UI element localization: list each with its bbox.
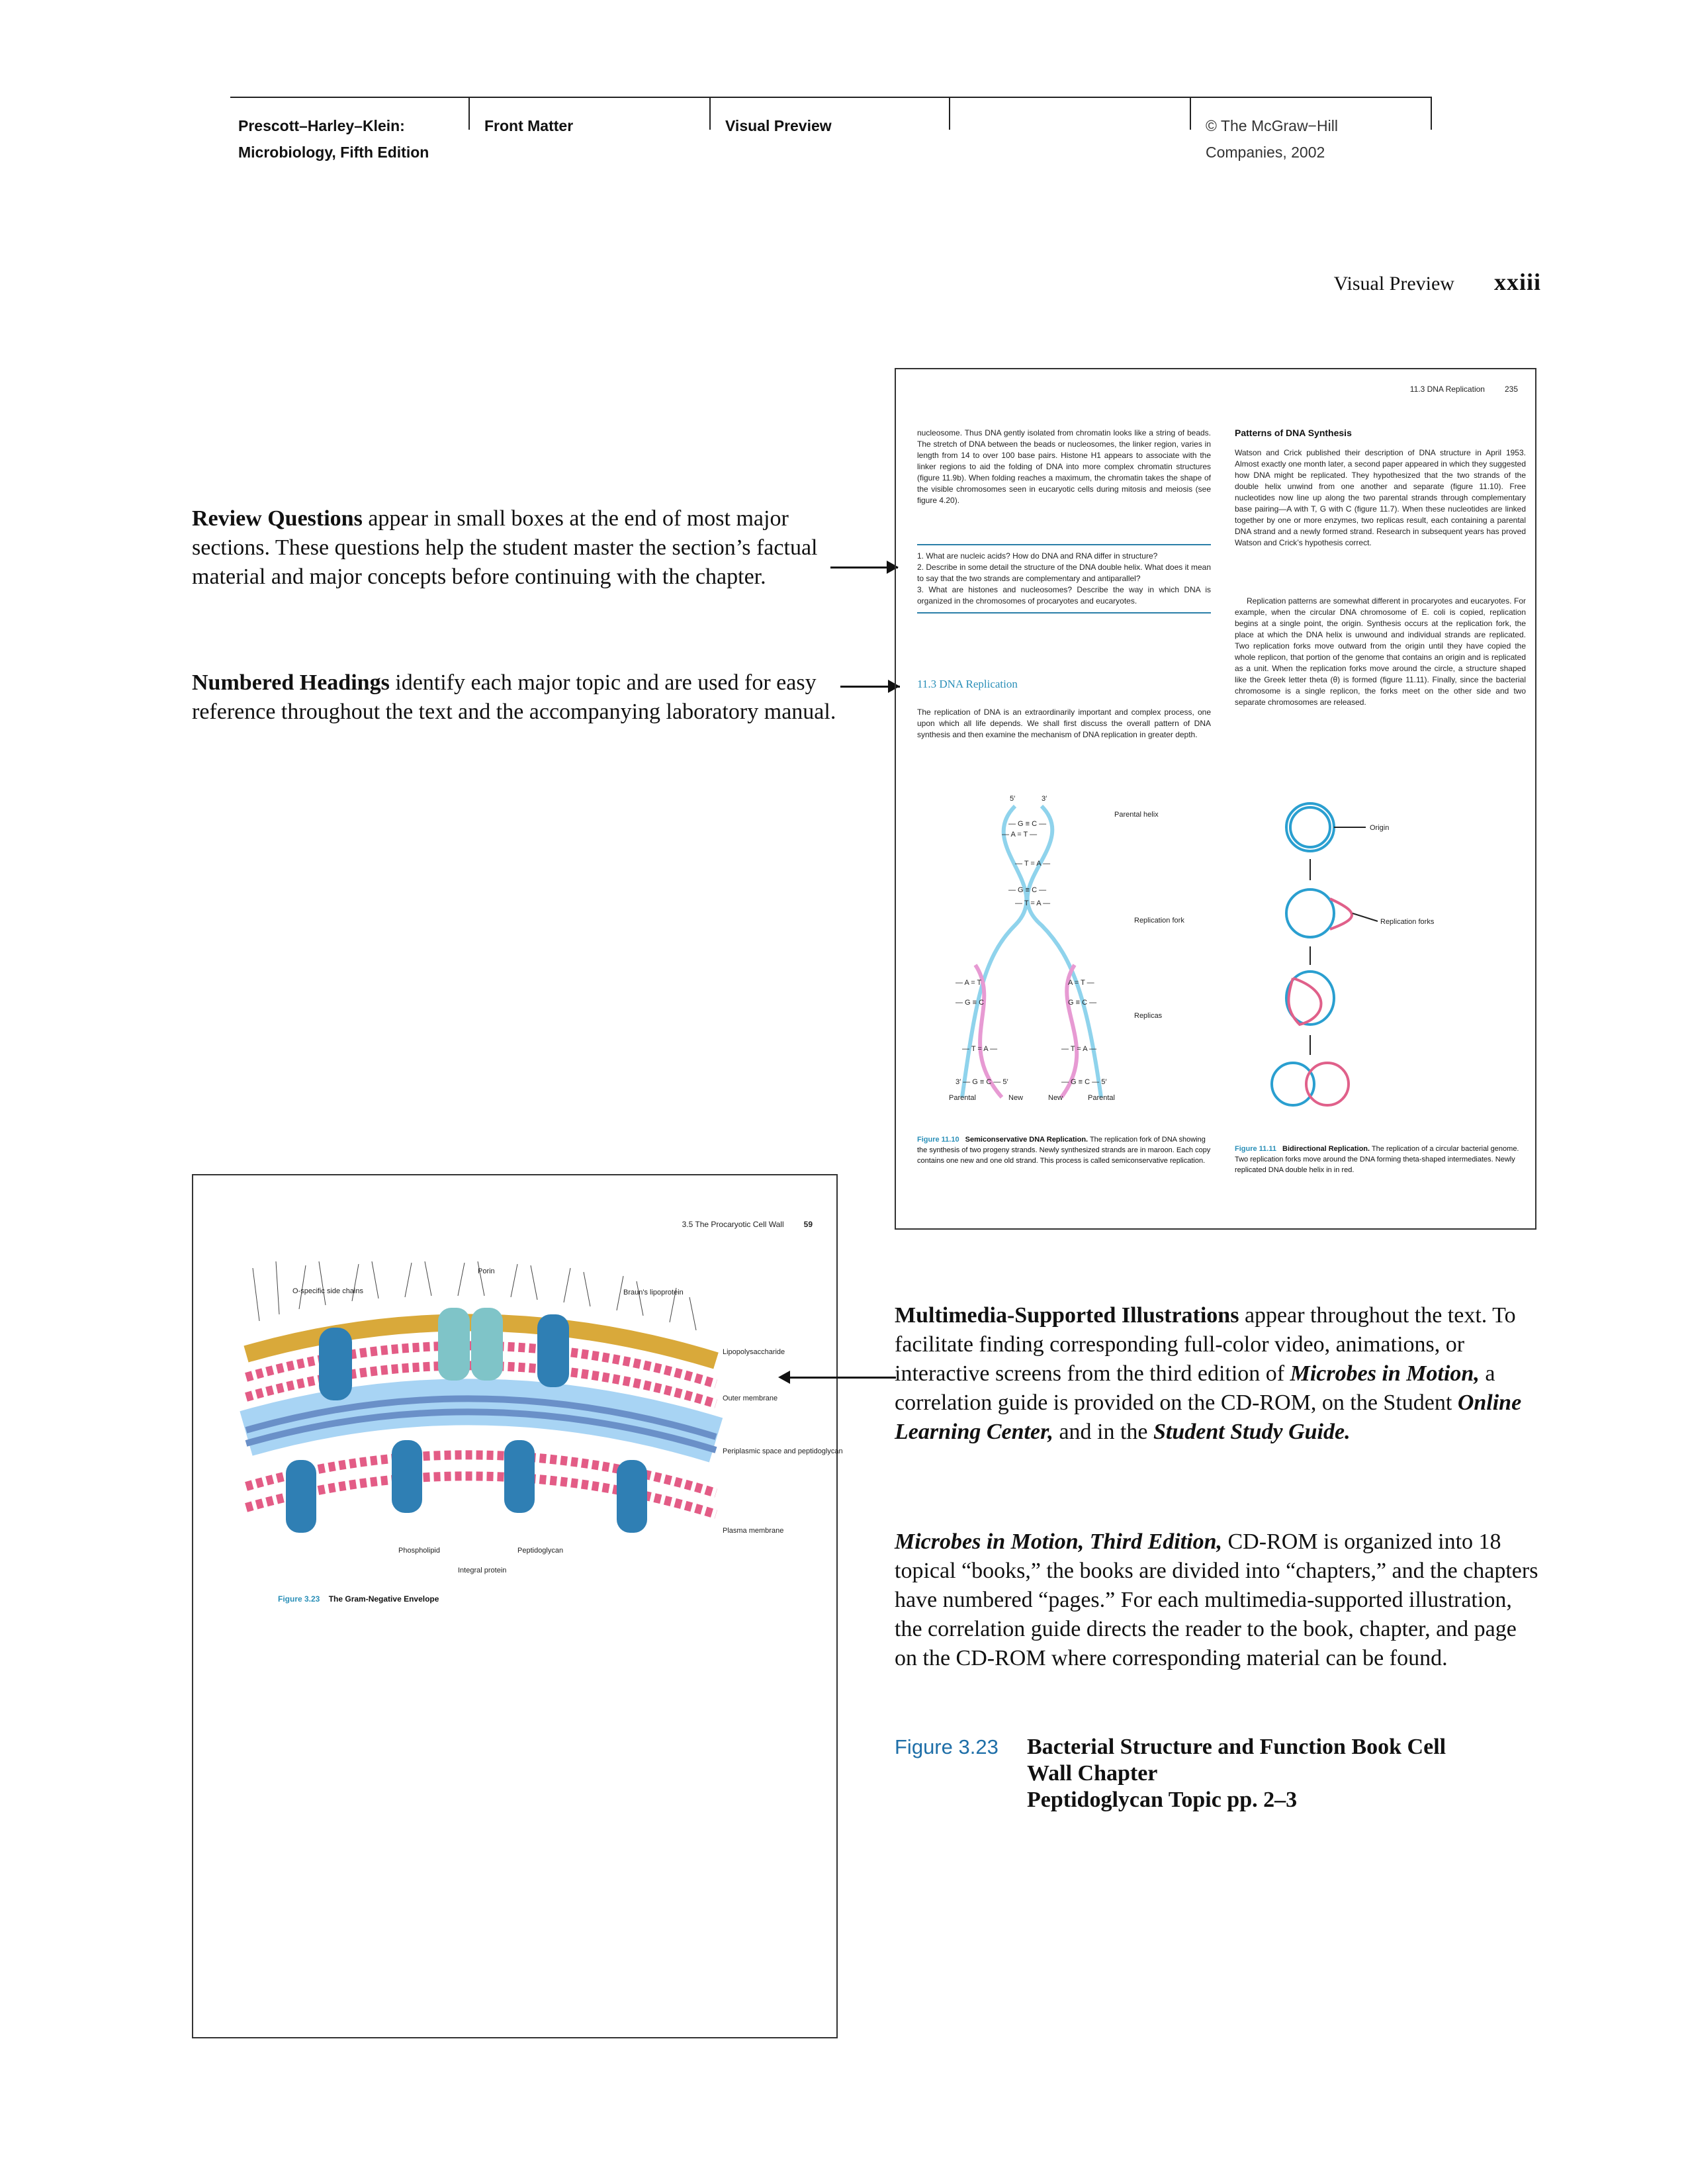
figure-11-10-caption: Figure 11.10 Semiconservative DNA Replication. The replication fork of DNA showing the synthesis of two progeny strands. Newly synthesized strands are in maroon. Each copy contains one new and one old strand. This process is called semiconservative replication. <box>917 1136 1211 1165</box>
page-header-title: Visual Preview <box>1333 273 1454 295</box>
label-parental: Parental <box>949 1094 976 1102</box>
svg-text:— G ≡ C —: — G ≡ C — <box>1008 886 1047 894</box>
numbered-headings-blurb: Numbered Headings identify each major topic and are used for easy reference throughout the text and the accompanying laboratory manual. <box>192 670 836 724</box>
inner-page-dna-replication <box>895 368 1536 1230</box>
section-label: Front Matter <box>484 117 574 134</box>
svg-text:— G ≡ C —: — G ≡ C — <box>1008 820 1047 828</box>
label-5prime: 5′ <box>1010 795 1016 803</box>
review-box: 1. What are nucleic acids? How do DNA and RNA differ in structure? 2. Describe in some detail the structure of the DNA double helix. What does it mean to say that the two strands are complementary and antiparallel? 3. What are histones and nucleosomes? Describe the way in which DNA is organized in the chromosomes of procaryotes and eucaryotes. <box>917 544 1211 614</box>
running-head: 11.3 DNA Replication 235 <box>1409 385 1518 394</box>
section-paragraph: The replication of DNA is an extraordinarily important and complex process, one upon which all life depends. We shall first discuss the overall pattern of DNA synthesis and then examine the mechanism of DNA replication in greater depth. <box>917 707 1211 739</box>
section-heading: 11.3 DNA Replication <box>917 678 1018 690</box>
label-replication-fork: Replication fork <box>1134 917 1184 925</box>
page-header <box>1334 268 1541 296</box>
svg-text:— T = A —: — T = A — <box>962 1045 998 1053</box>
multimedia-arrow <box>783 1377 896 1379</box>
document-header <box>230 97 1432 159</box>
label-porin: Porin <box>478 1267 495 1275</box>
label-origin: Origin <box>1370 824 1390 832</box>
label-o-specific: O-specific side chains <box>292 1287 363 1295</box>
figure-ref-line2: Wall Chapter <box>1027 1761 1158 1786</box>
multimedia-arrowhead <box>778 1371 790 1384</box>
chapter-label: Visual Preview <box>725 117 832 134</box>
figure-ref-line3: Peptidoglycan Topic pp. 2–3 <box>1027 1788 1298 1812</box>
label-3prime: 3′ <box>1042 795 1047 803</box>
running-head-2: 3.5 The Procaryotic Cell Wall 59 <box>682 1220 813 1229</box>
label-new: New <box>1008 1094 1024 1102</box>
review-questions-blurb: Review Questions appear in small boxes at the end of most major sections. These questions help the student master the section’s factual material and major concepts before continuing with the chapter. <box>192 506 818 589</box>
left-paragraph: nucleosome. Thus DNA gently isolated from chromatin looks like a string of beads. The stretch of DNA between the beads or nucleosomes, the linker region, varies in length from 14 to over 100 base pairs. Histone H1 appears to associate with the linker regions to aid the folding of DNA into more complex chromatin structures (figure 11.9b). When folding reaches a maximum, the chromatin takes the shape of the visible chromosomes seen in eucaryotic cells during mitosis and meiosis (see figure 4.20). <box>917 428 1211 505</box>
gram-negative-envelope-diagram <box>240 1261 843 1619</box>
right-paragraph-2: Replication patterns are somewhat different in procaryotes and eucaryotes. For example, when the circular DNA chromosome of E. coli is copied, replication begins at a single point, the origin. Synthesis occurs at the replication fork, the place at which the DNA helix is unwound and individual strands are replicated. Two replication forks move outward from the origin until they have copied the whole replicon, that portion of the genome that contains an origin and is replicated as a unit. When the replication forks move around the circle, a structure shaped like the Greek letter theta (θ) is formed (figure 11.11). Finally, since the bacterial chromosome is a single replicon, the forks meet on the other side and two separate chromosomes are released. <box>1235 596 1526 707</box>
label-new-2: New <box>1048 1094 1063 1102</box>
label-parental-helix: Parental helix <box>1114 811 1159 819</box>
figure-11-11-caption: Figure 11.11 Bidirectional Replication. The replication of a circular bacterial genome. Two replication forks move around the DNA forming theta-shaped intermediates. Newly replicated DNA double helix in in red. <box>1235 1145 1519 1174</box>
label-integral-protein: Integral protein <box>458 1567 507 1574</box>
figure-3-23-caption: Figure 3.23 The Gram-Negative Envelope <box>278 1594 439 1604</box>
label-phospholipid: Phospholipid <box>398 1547 440 1555</box>
inner-page-cell-wall <box>192 1174 843 2038</box>
label-outer-membrane: Outer membrane <box>723 1394 778 1402</box>
svg-text:— T = A —: — T = A — <box>1015 860 1051 868</box>
svg-text:A = T —: A = T — <box>1068 979 1094 987</box>
label-peptidoglycan: Peptidoglycan <box>517 1547 564 1555</box>
label-brauns: Braun's lipoprotein <box>623 1289 684 1297</box>
figure-ref-line1: Bacterial Structure and Function Book Cell <box>1027 1735 1446 1759</box>
microbes-in-motion-blurb: Microbes in Motion, Third Edition, CD-ROM is organized into 18 topical “books,” the books are divided into “chapters,” and the chapters have numbered “pages.” For each multimedia-supported illustration, the correlation guide directs the reader to the book, chapter, and page on the CD-ROM where corresponding material can be found. <box>895 1529 1538 1670</box>
label-lps: Lipopolysaccharide <box>723 1348 785 1356</box>
label-parental-2: Parental <box>1088 1094 1115 1102</box>
svg-text:— T = A —: — T = A — <box>1061 1045 1097 1053</box>
bidirectional-diagram <box>1266 799 1518 1104</box>
svg-text:— G ≡ C — 5′: — G ≡ C — 5′ <box>1061 1078 1107 1086</box>
right-heading: Patterns of DNA Synthesis <box>1235 428 1352 438</box>
book-title: Prescott–Harley–Klein: Microbiology, Fifth Edition <box>238 117 429 161</box>
label-plasma-membrane: Plasma membrane <box>723 1527 784 1535</box>
svg-text:— A = T: — A = T <box>955 979 982 987</box>
label-replication-forks: Replication forks <box>1380 918 1435 926</box>
multimedia-blurb: Multimedia-Supported Illustrations appear throughout the text. To facilitate finding corresponding full-color video, animations, or interactive screens from the third edition of Microbes in Motion, a correlation guide is provided on the CD-ROM, on the Student Online Learning Center, and in the Student Study Guide. <box>895 1303 1522 1444</box>
label-replicas: Replicas <box>1134 1012 1163 1020</box>
right-paragraph: Watson and Crick published their description of DNA structure in April 1953. Almost exactly one month later, a second paper appeared in which they suggested how DNA might be replicated. They hypothesized that the two strands of the double helix unwind from one another and separate (figure 11.10). Free nucleotides now line up along the two parental strands through complementary base pairing—A with T, G with C (figure 11.7). When these nucleotides are linked together by one or more enzymes, two replicas result, each containing a parental DNA strand and a newly formed strand. Research in subsequent years has proved Watson and Crick’s hypothesis correct. <box>1235 448 1526 547</box>
figure-ref-label: Figure 3.23 <box>895 1735 999 1758</box>
svg-text:— T = A —: — T = A — <box>1015 899 1051 907</box>
page-number: xxiii <box>1493 269 1541 295</box>
svg-text:G ≡ C —: G ≡ C — <box>1068 999 1097 1007</box>
label-periplasmic: Periplasmic space and peptidoglycan <box>723 1447 843 1455</box>
dna-fork-diagram <box>936 793 1220 1104</box>
svg-text:— A = T —: — A = T — <box>1002 831 1038 839</box>
copyright: © The McGraw−Hill Companies, 2002 <box>1206 117 1338 161</box>
svg-text:3′ — G ≡ C — 5′: 3′ — G ≡ C — 5′ <box>955 1078 1008 1086</box>
svg-text:— G ≡ C: — G ≡ C <box>955 999 985 1007</box>
